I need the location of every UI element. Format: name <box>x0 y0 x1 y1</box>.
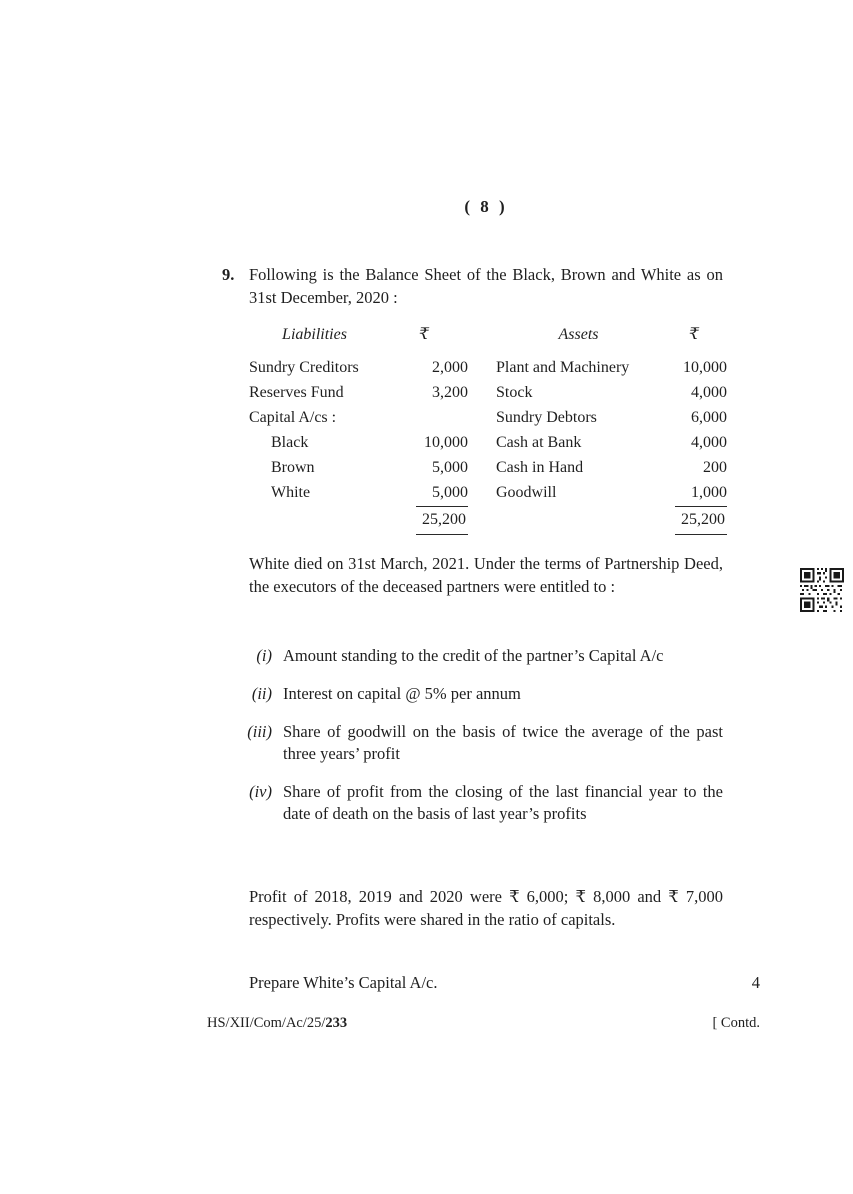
assets-currency-header: ₹ <box>688 326 700 343</box>
balance-sheet-table <box>249 324 727 535</box>
asset-amount: 4,000 <box>691 384 727 401</box>
asset-name: Goodwill <box>496 484 557 501</box>
total-liabilities: 25,200 <box>416 506 468 535</box>
profit-paragraph: Profit of 2018, 2019 and 2020 were ₹ 6,000; ₹ 8,000 and ₹ 7,000 respectively. Profits were shared in the ratio of capitals. <box>249 887 723 929</box>
liabilities-currency-header: ₹ <box>418 326 430 343</box>
liabilities-header: Liabilities <box>282 326 347 343</box>
list-item-marker: (iii) <box>247 722 272 741</box>
liability-name: Sundry Creditors <box>249 359 359 376</box>
asset-name: Plant and Machinery <box>496 359 630 376</box>
list-item-marker: (ii) <box>251 684 272 703</box>
liability-name: Capital A/cs : <box>249 409 337 426</box>
list-item <box>232 645 723 667</box>
liability-amount <box>380 405 468 430</box>
page-number: ( 8 ) <box>464 197 508 216</box>
question-number: 9. <box>222 265 235 284</box>
table-row <box>249 480 727 505</box>
asset-amount: 4,000 <box>691 434 727 451</box>
asset-amount: 10,000 <box>683 359 727 376</box>
table-total-row <box>249 506 727 535</box>
asset-name: Sundry Debtors <box>496 409 597 426</box>
page-footer <box>207 1015 760 1032</box>
liability-name: Black <box>271 434 309 451</box>
liability-amount: 5,000 <box>432 484 468 501</box>
entitlement-list <box>232 645 723 825</box>
liability-name: Reserves Fund <box>249 384 344 401</box>
question-intro: Following is the Balance Sheet of the Black, Brown and White as on 31st December, 2020 : <box>249 265 723 307</box>
table-row <box>249 355 727 380</box>
liability-amount: 3,200 <box>432 384 468 401</box>
list-item-text: Share of goodwill on the basis of twice the average of the past three years’ profit <box>283 722 723 763</box>
marks-value: 4 <box>751 973 760 992</box>
list-item <box>232 781 723 825</box>
liability-name: Brown <box>271 459 315 476</box>
asset-name: Stock <box>496 384 533 401</box>
table-row <box>249 455 727 480</box>
question-block <box>222 264 723 309</box>
total-assets: 25,200 <box>675 506 727 535</box>
instruction-row <box>249 973 760 993</box>
list-item-text: Interest on capital @ 5% per annum <box>283 684 521 703</box>
table-row <box>249 405 727 430</box>
liability-amount: 5,000 <box>432 459 468 476</box>
asset-amount: 1,000 <box>691 484 727 501</box>
liability-amount: 10,000 <box>424 434 468 451</box>
paper-code: HS/XII/Com/Ac/25/233 <box>207 1015 348 1031</box>
list-item-text: Amount standing to the credit of the partner’s Capital A/c <box>283 646 664 665</box>
liability-name: White <box>271 484 311 501</box>
qr-code-icon <box>800 568 844 612</box>
list-item <box>232 683 723 705</box>
list-item-marker: (iv) <box>249 782 272 801</box>
asset-amount: 200 <box>703 459 727 476</box>
assets-header: Assets <box>558 326 599 343</box>
list-item-marker: (i) <box>256 646 272 665</box>
liability-amount: 2,000 <box>432 359 468 376</box>
table-header-row <box>249 324 727 346</box>
contd-label: [ Contd. <box>712 1015 760 1031</box>
asset-name: Cash in Hand <box>496 459 584 476</box>
death-paragraph: White died on 31st March, 2021. Under the terms of Partnership Deed, the executors of the deceased partners were entitled to : <box>249 554 723 596</box>
instruction-text: Prepare White’s Capital A/c. <box>249 973 438 992</box>
asset-amount: 6,000 <box>691 409 727 426</box>
asset-name: Cash at Bank <box>496 434 582 451</box>
table-row <box>249 380 727 405</box>
list-item-text: Share of profit from the closing of the last financial year to the date of death on the basis of last year’s profits <box>283 782 723 823</box>
table-row <box>249 430 727 455</box>
list-item <box>232 721 723 765</box>
